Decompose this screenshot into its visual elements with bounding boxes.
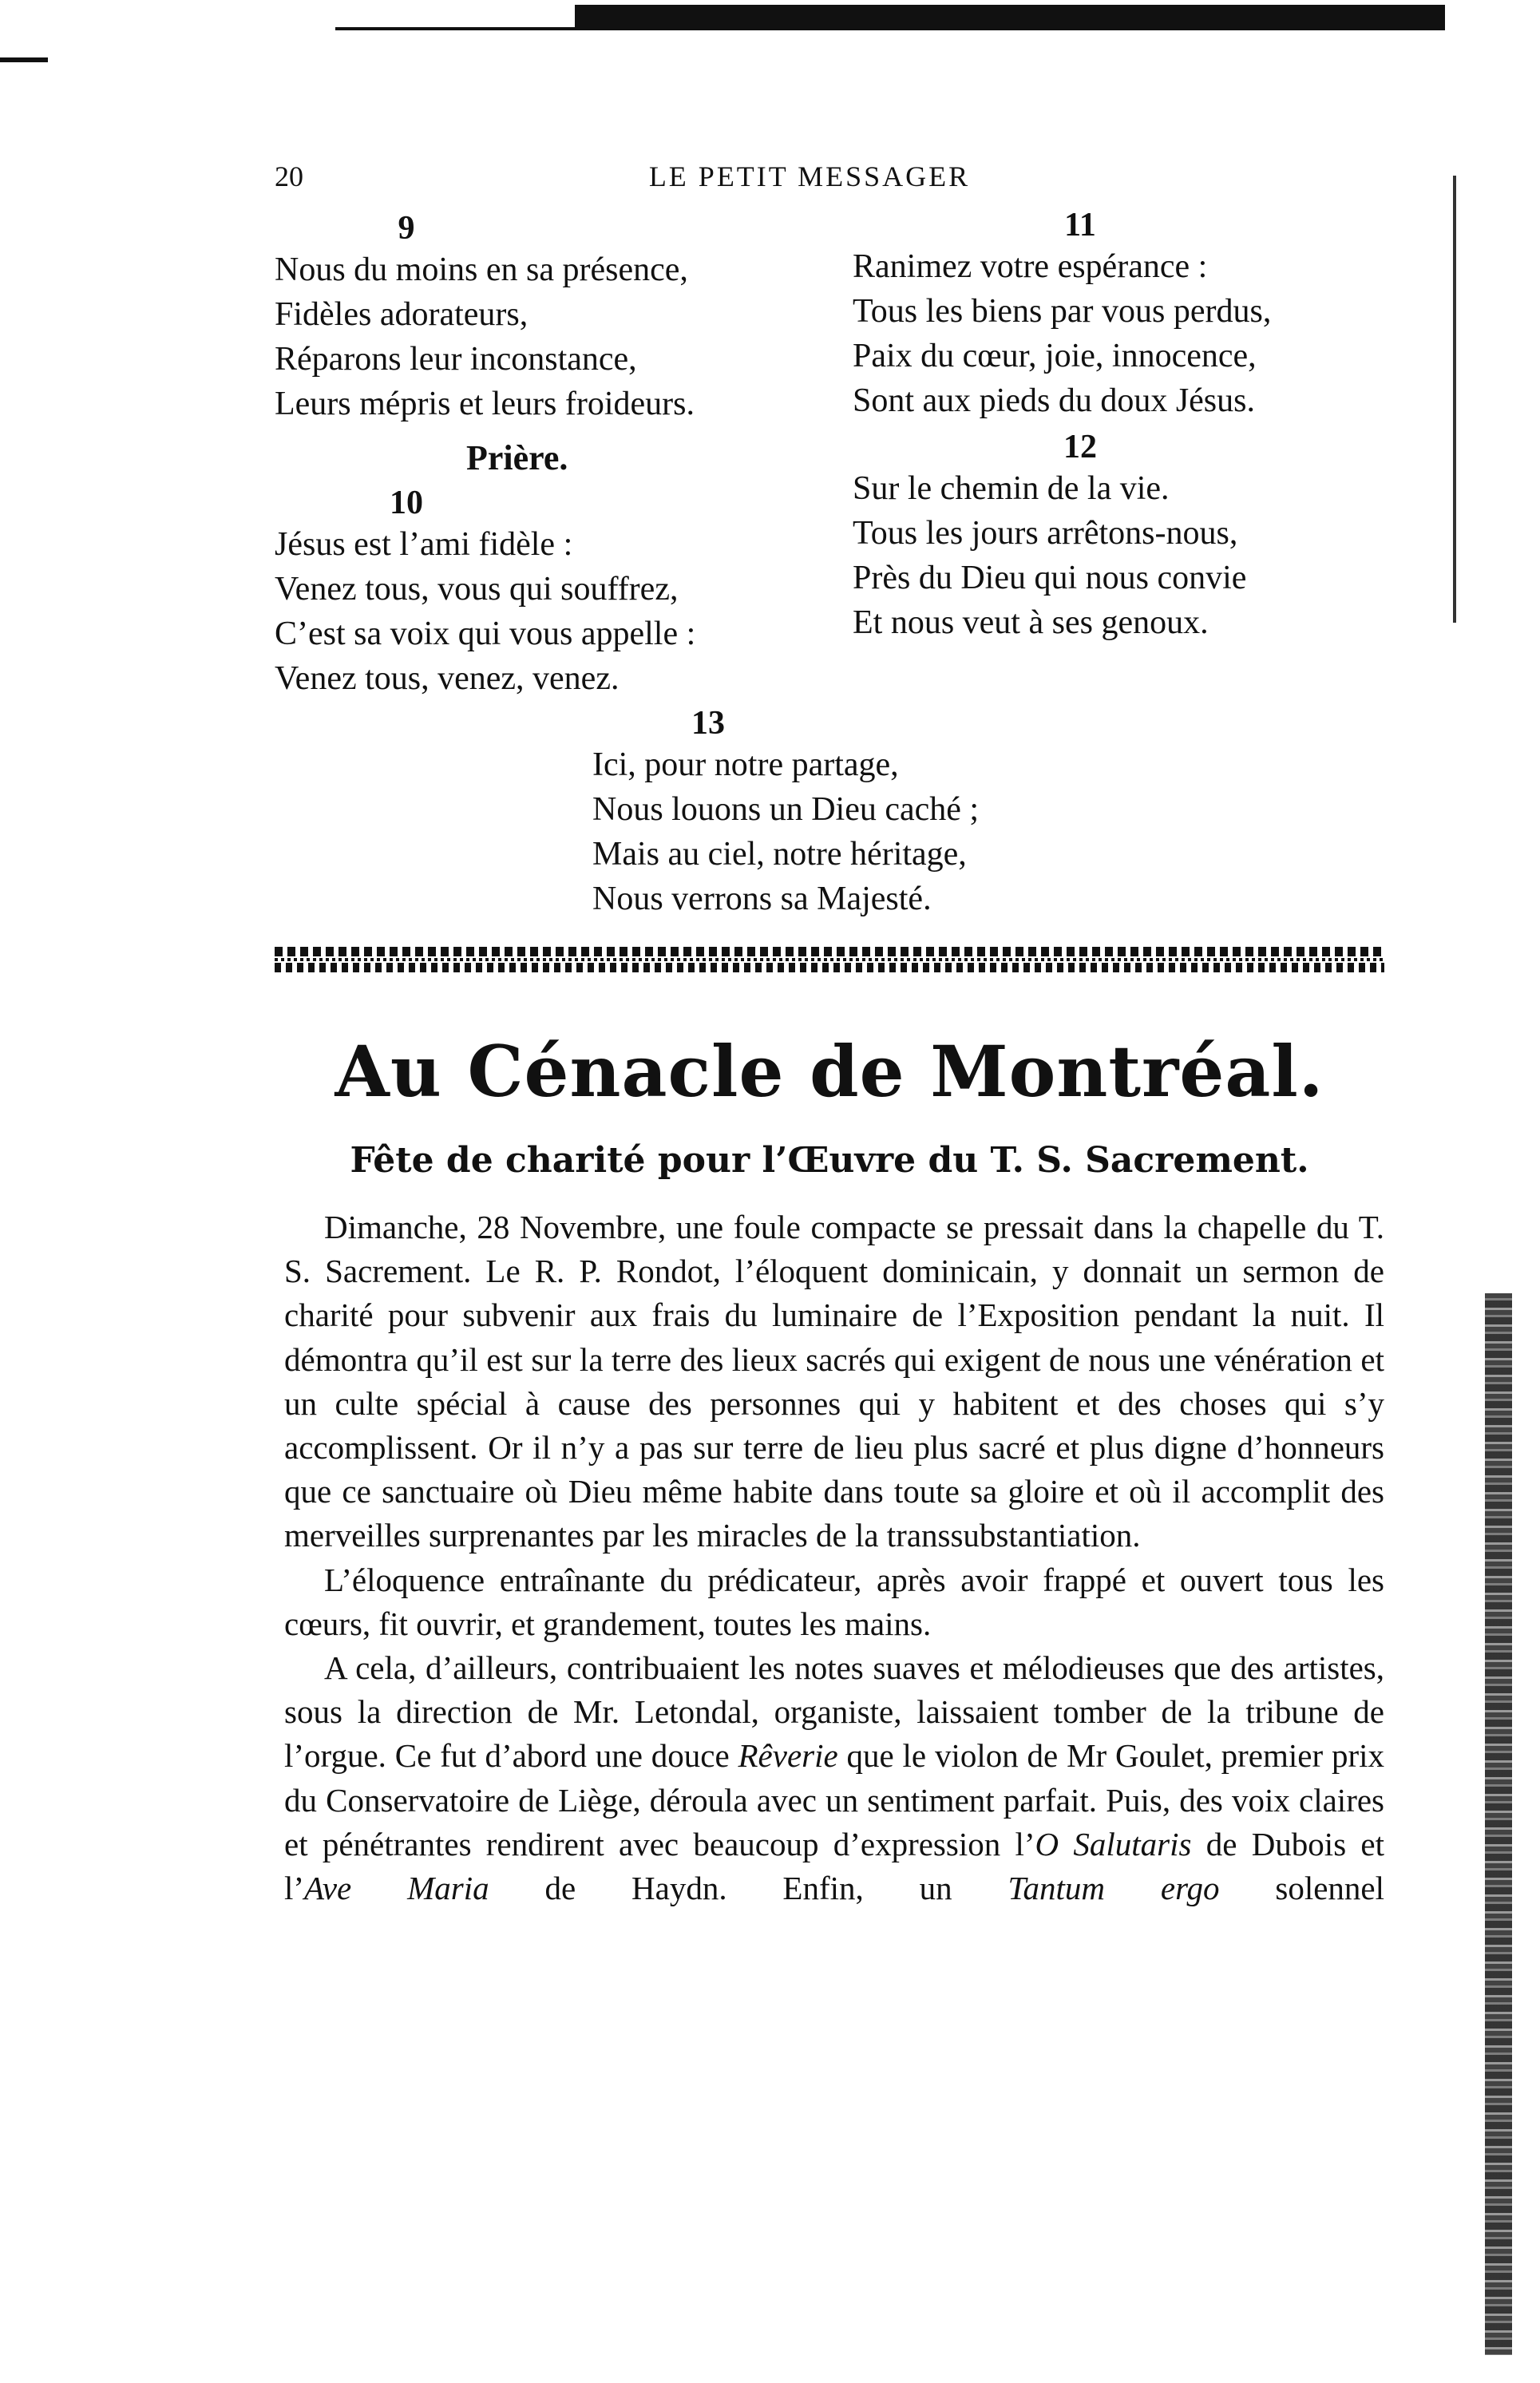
stanza-line: Sont aux pieds du doux Jésus. bbox=[853, 382, 1255, 419]
stanza-line: Tous les jours arrêtons-nous, bbox=[853, 515, 1238, 552]
stanza-13 bbox=[592, 704, 1071, 921]
article-subtitle: Fête de charité pour l’Œuvre du T. S. Sacrement. bbox=[350, 1140, 1309, 1181]
page-header bbox=[275, 160, 1344, 200]
stanza-line: Nous du moins en sa présence, bbox=[275, 251, 688, 288]
article-body bbox=[284, 1205, 1384, 1910]
stanza-line: C’est sa voix qui vous appelle : bbox=[275, 616, 696, 652]
stanza-line: Sur le chemin de la vie. bbox=[853, 470, 1170, 507]
italic-title: Rêverie bbox=[738, 1737, 838, 1775]
text-run: solennel bbox=[1219, 1870, 1385, 1907]
italic-title: O Salutaris bbox=[1035, 1825, 1192, 1862]
stanza-line: Nous verrons sa Majesté. bbox=[592, 881, 932, 917]
stanza-line: Réparons leur inconstance, bbox=[275, 341, 637, 378]
stanza-line: Ranimez votre espérance : bbox=[853, 248, 1208, 285]
paragraph: L’éloquence entraînante du prédicateur, après avoir frappé et ouvert tous les cœurs, fit ouvrir, et grandement, toutes les mains. bbox=[284, 1561, 1384, 1642]
stanza-line: Mais au ciel, notre héritage, bbox=[592, 836, 967, 873]
stanza-10 bbox=[275, 484, 786, 701]
priere-heading: Prière. bbox=[466, 438, 568, 477]
stanza-line: Et nous veut à ses genoux. bbox=[853, 604, 1209, 641]
stanza-number: 10 bbox=[390, 485, 423, 521]
stanza-line: Ici, pour notre partage, bbox=[592, 746, 899, 783]
stanza-number: 11 bbox=[1064, 207, 1096, 243]
stanza-line: Leurs mépris et leurs froideurs. bbox=[275, 386, 695, 422]
text-run: de Dubois et l’ bbox=[284, 1825, 1384, 1907]
stanza-number: 9 bbox=[398, 210, 415, 247]
italic-title: Tantum ergo bbox=[1008, 1870, 1220, 1907]
page-number: 20 bbox=[275, 160, 303, 192]
stanza-line: Venez tous, vous qui souffrez, bbox=[275, 571, 679, 608]
paragraph: Dimanche, 28 Novembre, une foule compacte se pressait dans la chapelle du T. S. Sacrement. Le R. P. Rondot, l’éloquent dominicain, y donnait un sermon de charité pour subvenir aux frais du luminaire de l’Exposition pendant la nuit. Il démontra qu’il est sur la terre des lieux sacrés qui exigent de nous une vénération et un culte spécial à cause des personnes qui y habitent et des choses qui s’y accomplissent. Or il n’y a pas sur terre de lieu plus sacré et plus digne d’honneurs que ce sanctuaire où Dieu même habite dans toute sa gloire et où il accomplit des merveilles surprenantes par les miracles de la transsubstantiation. bbox=[284, 1209, 1384, 1554]
paragraph bbox=[284, 1646, 1384, 1910]
scan-margin-line bbox=[1453, 176, 1456, 623]
stanza-line: Nous louons un Dieu caché ; bbox=[592, 791, 980, 828]
stanza-line: Près du Dieu qui nous convie bbox=[853, 560, 1247, 596]
stanza-11 bbox=[853, 206, 1364, 423]
text-run: A cela, d’ailleurs, contribuaient les notes suaves et mélodieuses que des artistes, sous la direction de Mr. Letondal, organiste, laissaient tomber de la tribune de l’orgue. Ce fut d’abord une douce bbox=[284, 1649, 1384, 1775]
stanza-line: Jésus est l’ami fidèle : bbox=[275, 526, 573, 563]
stanza-9 bbox=[275, 209, 786, 426]
ornamental-divider bbox=[275, 947, 1384, 976]
scan-border-top-thin bbox=[335, 27, 1445, 30]
scan-border-top bbox=[575, 5, 1445, 27]
italic-title: Ave Maria bbox=[304, 1870, 489, 1907]
stanza-line: Fidèles adorateurs, bbox=[275, 296, 529, 333]
scan-page-edge bbox=[1485, 1293, 1512, 2355]
text-run: que le violon de Mr Goulet, premier prix du Conservatoire de Liège, déroula avec un sentiment parfait. Puis, des voix claires et pénétrantes rendirent avec beaucoup d’expression l’ bbox=[284, 1737, 1384, 1862]
stanza-line: Paix du cœur, joie, innocence, bbox=[853, 338, 1257, 374]
text-run: de Haydn. Enfin, un bbox=[489, 1870, 1008, 1907]
article-title: Au Cénacle de Montréal. bbox=[335, 1030, 1324, 1113]
stanza-number: 12 bbox=[1063, 429, 1097, 465]
stanza-line: Venez tous, venez, venez. bbox=[275, 660, 620, 697]
stanza-12 bbox=[853, 428, 1364, 645]
stanza-line: Tous les biens par vous perdus, bbox=[853, 293, 1272, 330]
running-title: LE PETIT MESSAGER bbox=[648, 160, 971, 192]
stanza-number: 13 bbox=[691, 705, 725, 742]
scan-edge-mark bbox=[0, 57, 48, 62]
